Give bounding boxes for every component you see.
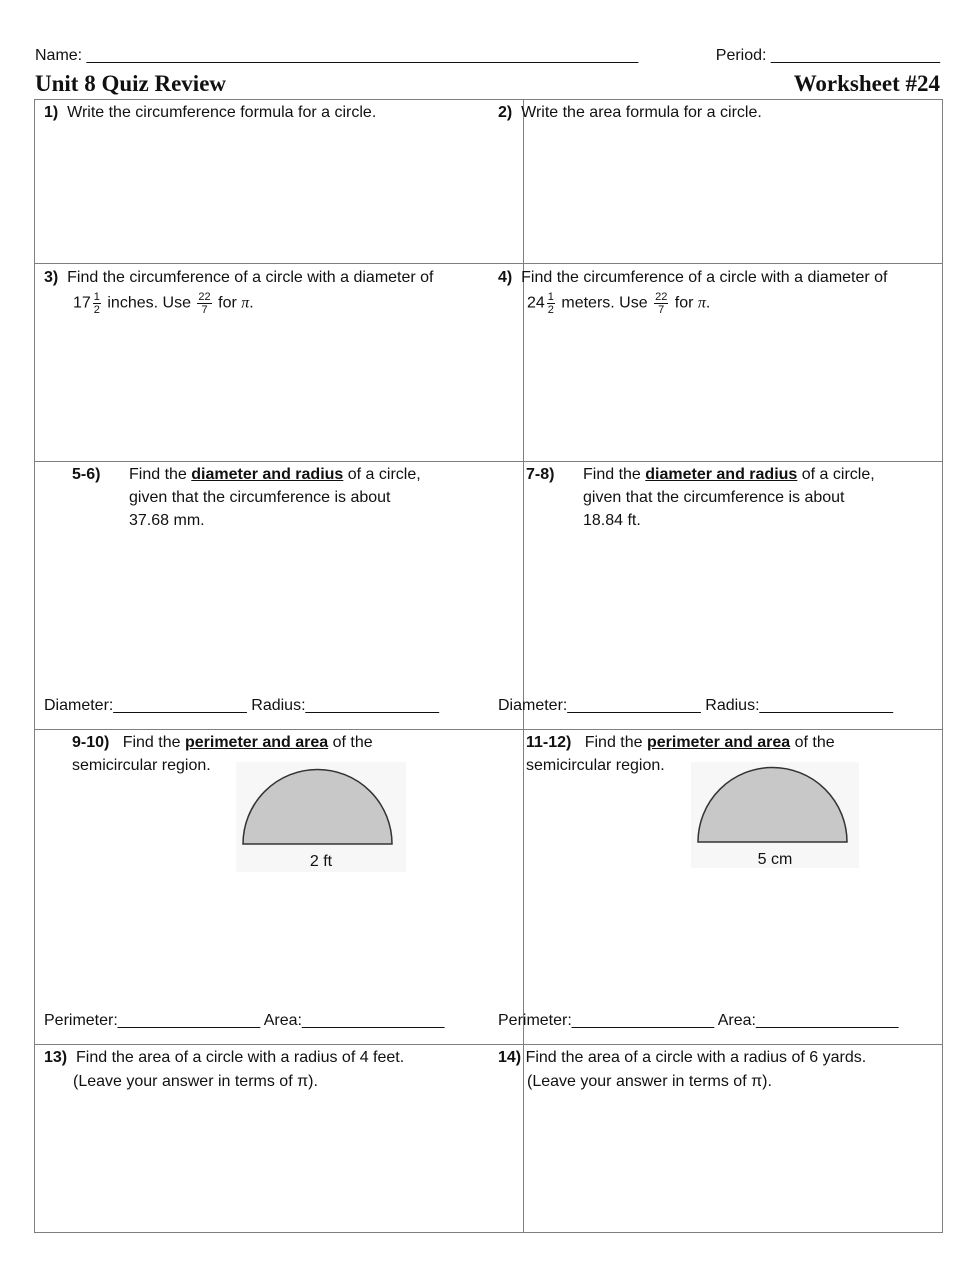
question-text: Find the — [129, 466, 187, 483]
question-text: Write the circumference formula for a circle. — [67, 104, 377, 121]
header-line — [35, 47, 940, 69]
question-number: 13) — [44, 1049, 68, 1066]
question-text: for — [674, 294, 694, 312]
question-number: 14) — [498, 1049, 522, 1066]
mixed-whole: 24 — [527, 294, 545, 312]
answer-blanks-5-6[interactable]: Diameter:_______________ Radius:_______________ — [44, 697, 439, 714]
question-number: 3) — [44, 269, 59, 286]
question-grid — [34, 99, 943, 1233]
grid-divider — [35, 461, 942, 462]
grid-divider — [35, 729, 942, 730]
pi-fraction: $\frac{22}{7}$ — [655, 291, 668, 316]
worksheet-number: Worksheet #24 — [793, 71, 940, 96]
pi-symbol: π — [697, 294, 706, 312]
question-text: Find the area of a circle with a radius of 4 feet. — [76, 1049, 405, 1066]
fraction: $\frac{1}{2}$ — [93, 291, 100, 316]
question-number: 4) — [498, 269, 513, 286]
question-text: inches. Use — [107, 294, 191, 312]
question-2 — [498, 101, 938, 124]
figure-label: 5 cm — [757, 851, 793, 868]
question-text: (Leave your answer in terms of π). — [73, 1073, 318, 1090]
question-text: Find the circumference of a circle with a diameter of — [67, 269, 434, 286]
semicircle-figure — [691, 762, 859, 868]
title-row — [35, 71, 940, 99]
question-3 — [44, 266, 519, 316]
emphasis-text: diameter and radius — [191, 466, 344, 483]
question-text: Find the circumference of a circle with a diameter of — [521, 269, 888, 286]
question-number: 9-10) — [72, 734, 110, 751]
question-5-6 — [72, 463, 512, 532]
question-text: of the — [794, 734, 835, 751]
name-field[interactable]: Name: ______________________________________________________________ — [35, 47, 639, 64]
grid-divider — [35, 263, 942, 264]
punct: . — [705, 294, 711, 312]
question-number: 2) — [498, 104, 513, 121]
semicircle-figure — [236, 762, 406, 872]
question-number: 11-12) — [526, 734, 572, 751]
question-text: Write the area formula for a circle. — [521, 104, 762, 121]
question-text: (Leave your answer in terms of π). — [527, 1073, 772, 1090]
question-1 — [44, 101, 514, 124]
question-13 — [44, 1046, 514, 1094]
emphasis-text: perimeter and area — [184, 734, 329, 751]
question-number: 1) — [44, 104, 59, 121]
question-text: semicircular region. — [72, 757, 211, 774]
question-text: Find the — [584, 734, 643, 751]
emphasis-text: perimeter and area — [646, 734, 791, 751]
question-text: 18.84 ft. — [583, 512, 641, 529]
pi-symbol: π — [241, 294, 250, 312]
question-number: 7-8) — [526, 466, 555, 483]
mixed-whole: 17 — [73, 294, 91, 312]
answer-blanks-11-12[interactable]: Perimeter:________________ Area:________________ — [498, 1012, 899, 1029]
fraction: $\frac{1}{2}$ — [547, 291, 554, 316]
period-field[interactable]: Period: ___________________ — [715, 47, 940, 64]
question-text: Find the — [583, 466, 641, 483]
page-title: Unit 8 Quiz Review — [35, 71, 227, 96]
question-text: of the — [332, 734, 373, 751]
punct: . — [249, 294, 254, 312]
question-number: 5-6) — [72, 466, 101, 483]
grid-divider — [35, 1044, 942, 1045]
figure-label: 2 ft — [309, 853, 333, 870]
question-text: given that the circumference is about — [129, 489, 391, 506]
question-text: of a circle, — [801, 466, 875, 483]
question-text: given that the circumference is about — [583, 489, 845, 506]
answer-blanks-7-8[interactable]: Diameter:_______________ Radius:_______________ — [498, 697, 893, 714]
question-text: meters. Use — [561, 294, 648, 312]
question-text: for — [218, 294, 237, 312]
question-4 — [498, 266, 943, 316]
pi-fraction: $\frac{22}{7}$ — [198, 291, 211, 316]
question-text: Find the — [122, 734, 181, 751]
question-text: semicircular region. — [526, 757, 665, 774]
question-text: Find the area of a circle with a radius of 6 yards. — [525, 1049, 867, 1066]
question-text: of a circle, — [347, 466, 421, 483]
question-text: 37.68 mm. — [129, 512, 205, 529]
question-7-8 — [526, 463, 936, 532]
answer-blanks-9-10[interactable]: Perimeter:________________ Area:________________ — [44, 1012, 445, 1029]
question-14 — [498, 1046, 938, 1094]
emphasis-text: diameter and radius — [645, 466, 798, 483]
